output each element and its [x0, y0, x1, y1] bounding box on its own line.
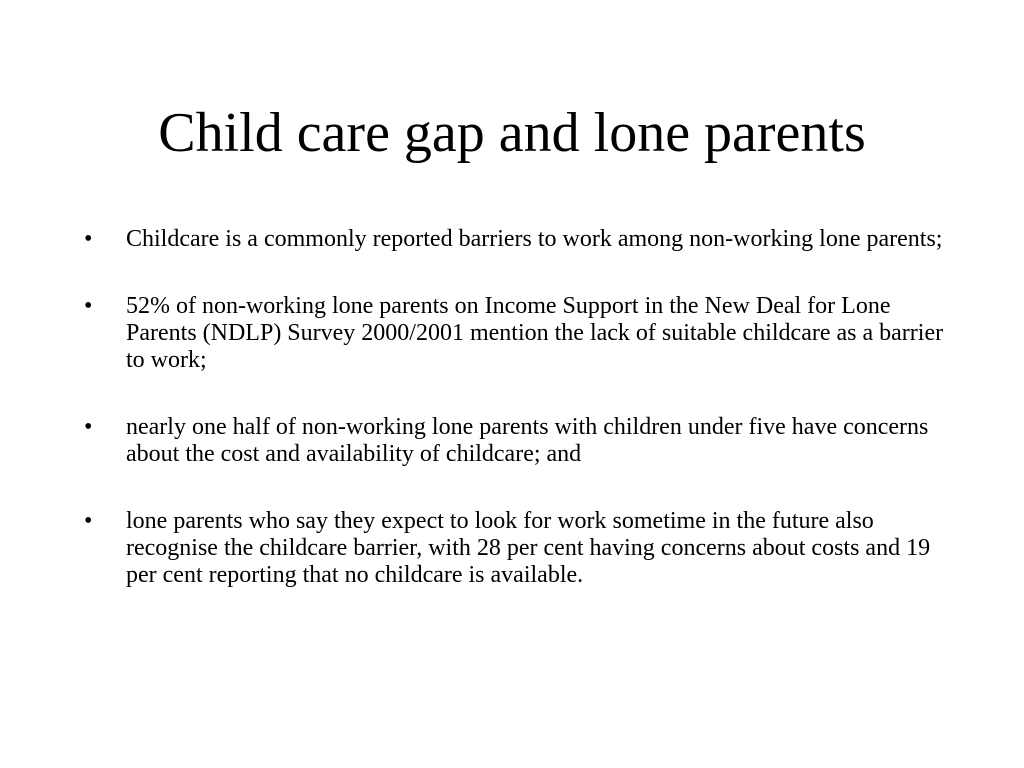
bullet-icon: •: [84, 414, 93, 440]
bullet-list: [84, 226, 944, 629]
bullet-text: nearly one half of non-working lone parents with children under five have concerns about the cost and availability of childcare; and: [126, 414, 929, 467]
bullet-text: 52% of non-working lone parents on Income Support in the New Deal for Lone Parents (NDLP) Survey 2000/2001 mention the lack of suitable childcare as a barrier to work;: [126, 293, 944, 373]
bullet-text: lone parents who say they expect to look for work sometime in the future also recognise the childcare barrier, with 28 per cent having concerns about costs and 19 per cent reporting that no childcare is available.: [126, 508, 931, 588]
bullet-item: [84, 293, 944, 374]
bullet-item: [84, 414, 944, 468]
bullet-icon: •: [84, 508, 93, 534]
bullet-icon: •: [84, 226, 93, 252]
bullet-item: [84, 508, 944, 589]
bullet-item: [84, 226, 944, 253]
bullet-icon: •: [84, 293, 93, 319]
bullet-text: Childcare is a commonly reported barriers to work among non-working lone parents;: [126, 226, 943, 252]
slide-title: Child care gap and lone parents: [158, 102, 866, 164]
